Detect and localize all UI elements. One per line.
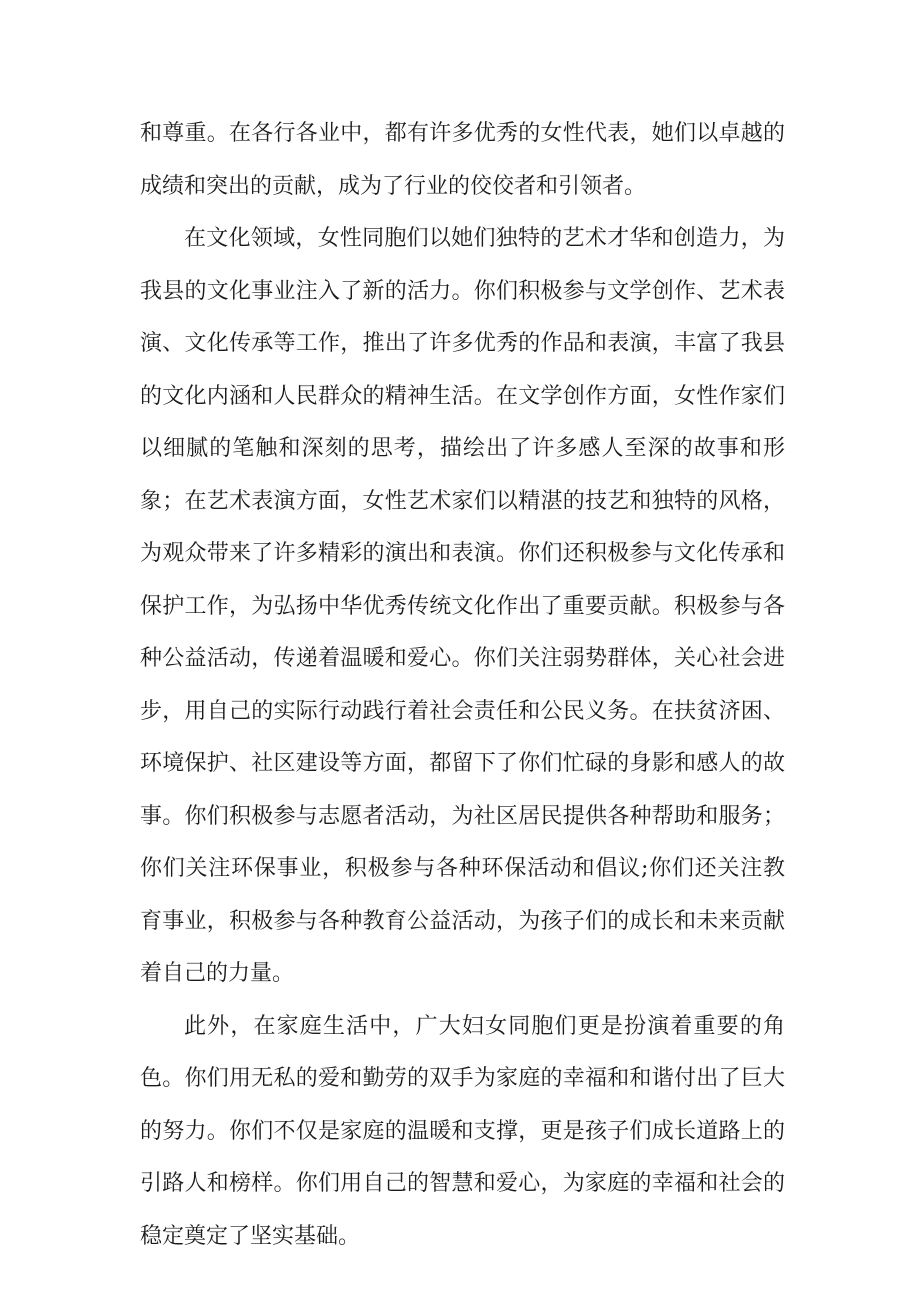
paragraph-2: 在文化领域，女性同胞们以她们独特的艺术才华和创造力，为我县的文化事业注入了新的活力。你们积极参与文学创作、艺术表演、文化传承等工作，推出了许多优秀的作品和表演，丰富了我县的文化内涵和人民群众的精神生活。在文学创作方面，女性作家们以细腻的笔触和深刻的思考，描绘出了许多感人至深的故事和形象；在艺术表演方面，女性艺术家们以精湛的技艺和独特的风格，为观众带来了许多精彩的演出和表演。你们还积极参与文化传承和保护工作，为弘扬中华优秀传统文化作出了重要贡献。积极参与各种公益活动，传递着温暖和爱心。你们关注弱势群体，关心社会进步，用自己的实际行动践行着社会责任和公民义务。在扶贫济困、环境保护、社区建设等方面，都留下了你们忙碌的身影和感人的故事。你们积极参与志愿者活动，为社区居民提供各种帮助和服务；你们关注环保事业，积极参与各种环保活动和倡议;你们还关注教育事业，积极参与各种教育公益活动，为孩子们的成长和未来贡献着自己的力量。 (140, 226, 785, 986)
document-body (140, 108, 785, 1263)
paragraph-1: 和尊重。在各行各业中，都有许多优秀的女性代表，她们以卓越的成绩和突出的贡献，成为了行业的佼佼者和引领者。 (140, 121, 785, 199)
paragraph-3: 此外，在家庭生活中，广大妇女同胞们更是扮演着重要的角色。你们用无私的爱和勤劳的双手为家庭的幸福和和谐付出了巨大的努力。你们不仅是家庭的温暖和支撑，更是孩子们成长道路上的引路人和榜样。你们用自己的智慧和爱心，为家庭的幸福和社会的稳定奠定了坚实基础。 (140, 1013, 785, 1249)
